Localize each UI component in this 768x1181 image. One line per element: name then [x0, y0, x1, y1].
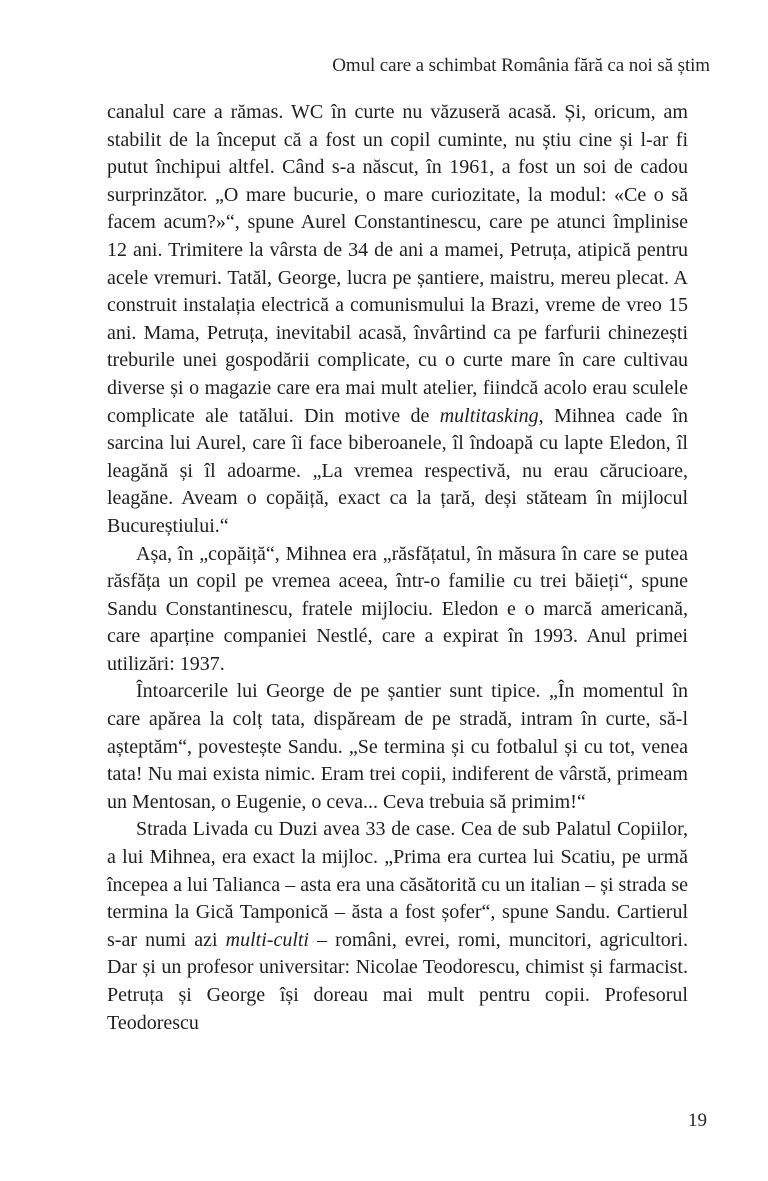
italic-term: multitasking — [439, 404, 539, 427]
paragraph — [107, 678, 688, 816]
body-text — [107, 99, 688, 1037]
paragraph-text: – români, evrei, romi, muncitori, agricultori. Dar și un profesor universitar: Nicolae Teodorescu, chimist și farmacist. Petruța și George își doreau mai mult pentru copii. Profesorul Teodorescu — [107, 928, 688, 1034]
running-head: Omul care a schimbat România fără ca noi să știm — [332, 55, 710, 76]
page-number: 19 — [688, 1110, 707, 1131]
italic-term: multi-culti — [225, 928, 309, 951]
paragraph — [107, 99, 688, 541]
paragraph — [107, 541, 688, 679]
paragraph-text: , Mihnea cade în sarcina lui Aurel, care îi face biberoanele, îl îndoapă cu lapte Eledon, îl leagănă și îl adoarme. „La vremea respectivă, nu erau cărucioare, leagăne. Aveam o copăiță, exact ca la țară, deși stăteam în mijlocul Bucureștiului.“ — [107, 404, 688, 537]
paragraph-text: Întoarcerile lui George de pe șantier sunt tipice. „În momentul în care apărea la colț tata, dispăream de pe stradă, intram în curte, să-l așteptăm“, povestește Sandu. „Se termina și cu fotbalul și cu tot, venea tata! Nu mai exista nimic. Eram trei copii, indiferent de vârstă, primeam un Mentosan, o Eugenie, o ceva... Ceva trebuia să primim!“ — [107, 680, 688, 813]
paragraph-text: canalul care a rămas. WC în curte nu văzuseră acasă. Și, oricum, am stabilit de la început că a fost un copil cuminte, nu știu cine și l-ar fi putut închipui altfel. Când s-a născut, în 1961, a fost un soi de cadou surprinzător. „O mare bucurie, o mare curiozitate, la modul: «Ce o să facem acum?»“, spune Aurel Constantinescu, care pe atunci împlinise 12 ani. Trimitere la vârsta de 34 de ani a mamei, Petruța, atipică pentru acele vremuri. Tatăl, George, lucra pe șantiere, maistru, mereu plecat. A construit instalația electrică a comunismului la Brazi, vreme de vreo 15 ani. Mama, Petruța, inevitabil acasă, învârtind ca pe farfurii chinezești treburile unei gospodării complicate, cu o curte mare în care cultivau diverse și o magazie care era mai mult atelier, fiindcă acolo erau sculele complicate ale tatălui. Din motive de — [107, 101, 688, 427]
paragraph — [107, 816, 688, 1037]
paragraph-text: Așa, în „copăiță“, Mihnea era „răsfățatul, în măsura în care se putea răsfăța un copil pe vremea aceea, într-o familie cu trei băieți“, spune Sandu Constantinescu, fratele mijlociu. Eledon e o marcă americană, care aparține companiei Nestlé, care a expirat în 1993. Anul primei utilizări: 1937. — [107, 542, 688, 675]
paragraph-text: Strada Livada cu Duzi avea 33 de case. Cea de sub Palatul Copiilor, a lui Mihnea, era exact la mijloc. „Prima era curtea lui Scatiu, pe urmă începea a lui Talianca – asta era una căsătorită cu un italian – și strada se termina la Gică Tamponică – ăsta a fost șofer“, spune Sandu. Cartierul s-ar numi azi — [107, 818, 688, 951]
